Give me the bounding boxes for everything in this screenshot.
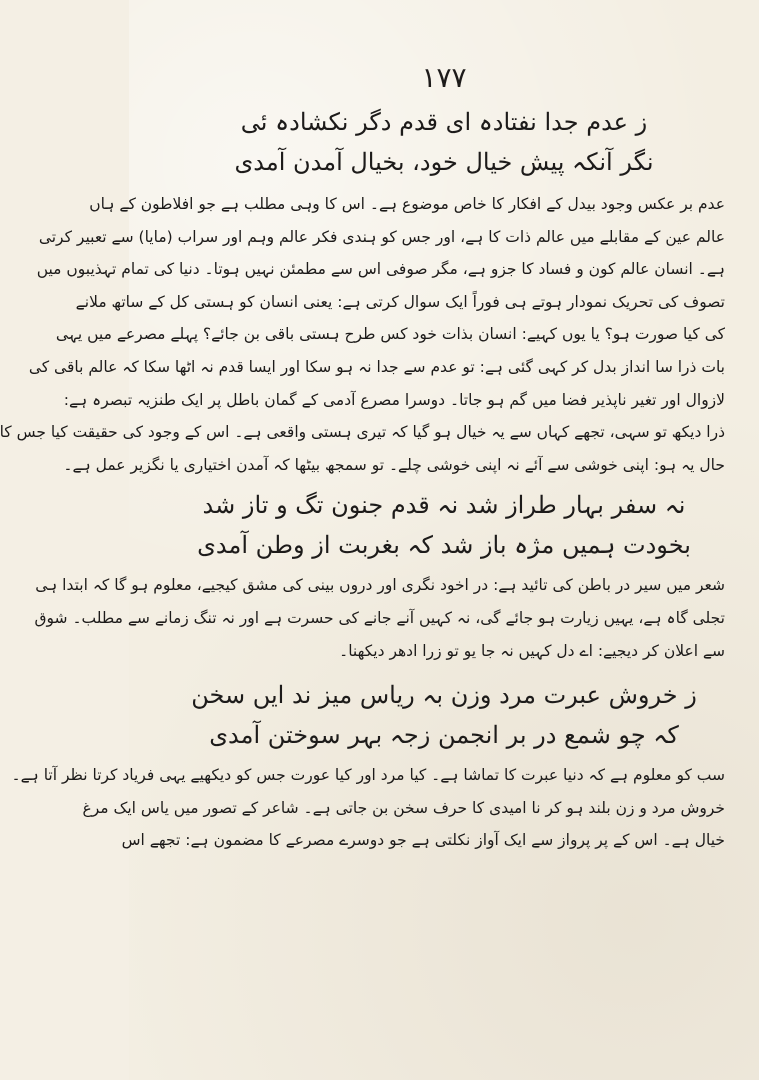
prose-line: سب کو معلوم ہے کہ دنیا عبرت کا تماشا ہے۔ کیا مرد اور کیا عورت جس کو دیکھیے یہی فریاد کرتا نظر آتا ہے۔ — [11, 766, 725, 785]
prose-line: تجلی گاہ ہے، یہیں زیارت ہو جائے گی، نہ کہیں آنے جانے کی حسرت ہے اور نہ تنگ زمانے سے مطلب۔ شوق — [34, 608, 725, 627]
verse-couplet-3 — [163, 675, 725, 755]
prose-line: شعر میں سیر در باطن کی تائید ہے: در اخود نگری اور دروں بینی کی مشق کیجیے، معلوم ہو گا کہ ابتدا ہی — [35, 576, 725, 595]
prose-line: بات ذرا سا انداز بدل کر کہی گئی ہے: تو عدم سے جدا نہ ہو سکا اور ایسا قدم نہ اٹھا سکا کہ عالم باقی کی — [28, 357, 725, 376]
verse-couplet-2 — [163, 485, 725, 565]
prose-line: سے اعلان کر دیجیے: اے دل کہیں نہ جا یو تو زرا ادھر دیکھنا۔ — [339, 641, 725, 660]
prose-line: ہے۔ انسان عالم کون و فساد کا جزو ہے، مگر صوفی اس سے مطمئن نہیں ہوتا۔ دنیا کی تمام تہذیبوں میں — [36, 260, 725, 279]
prose-line: حال یہ ہو: اپنی خوشی سے آئے نہ اپنی خوشی چلے۔ تو سمجھ بیٹھا کہ آمدن اختیاری یا نگزیر عمل ہے۔ — [63, 455, 725, 474]
prose-line: کی کیا صورت ہو؟ یا یوں کہیے: انسان بذات خود کس طرح ہستی باقی بن جائے؟ پہلے مصرعے میں یہی — [55, 325, 725, 344]
verse-line: نگر آنکہ پیش خیال خود، بخیال آمدن آمدی — [234, 148, 654, 176]
page-number: ١٧٧ — [421, 61, 467, 94]
commentary-paragraph-1 — [0, 188, 725, 481]
commentary-paragraph-2 — [34, 569, 725, 667]
verse-line: ز خروش عبرت مرد وزن بہ ریاس میز ند ایں سخن — [191, 681, 697, 710]
prose-line: عدم بر عکس وجود بیدل کے افکار کا خاص موضوع ہے۔ اس کا وہی مطلب ہے جو افلاطون کے ہاں — [89, 195, 725, 213]
prose-line: لازوال اور تغیر ناپذیر فضا میں گم ہو جاتا۔ دوسرا مصرع آدمی کے گمان باطل پر ایک طنزیہ تبصرہ ہے: — [63, 390, 725, 409]
verse-line: بخودت ہمیں مژہ باز شد کہ بغربت از وطن آمدی — [197, 531, 691, 560]
verse-couplet-1 — [163, 102, 725, 182]
prose-line: خروش مرد و زن بلند ہو کر نا امیدی کا حرف سخن بن جاتی ہے۔ شاعر کے تصور میں یاس ایک مرغ — [82, 798, 725, 817]
verse-line: نہ سفر بہار طراز شد نہ قدم جنون تگ و تاز شد — [202, 491, 686, 520]
prose-line: تصوف کی تحریک نمودار ہوتے ہی فوراً ایک سوال کرتی ہے: یعنی انسان کو ہستی کل کے ساتھ ملانے — [75, 292, 725, 311]
verse-line: ز عدم جدا نفتادہ ای قدم دگر نکشادہ ئی — [240, 108, 648, 136]
prose-line: عالم عین کے مقابلے میں عالم ذات کا ہے، اور جس کو ہندی فکر عالم وہم اور سراب (مایا) سے تعبیر کرتی — [38, 227, 725, 246]
commentary-paragraph-3 — [11, 759, 725, 857]
prose-line: ذرا دیکھ تو سہی، تجھے کہاں سے یہ خیال ہو گیا کہ تیری ہستی واقعی ہے۔ اس کے وجود کی حقیقت کیا جس کا — [0, 423, 725, 442]
prose-line: خیال ہے۔ اس کے پر پرواز سے ایک آواز نکلتی ہے جو دوسرے مصرعے کا مضمون ہے: تجھے اس — [121, 831, 725, 850]
verse-line: کہ چو شمع در بر انجمن زجہ بہر سوختن آمدی — [209, 721, 679, 750]
